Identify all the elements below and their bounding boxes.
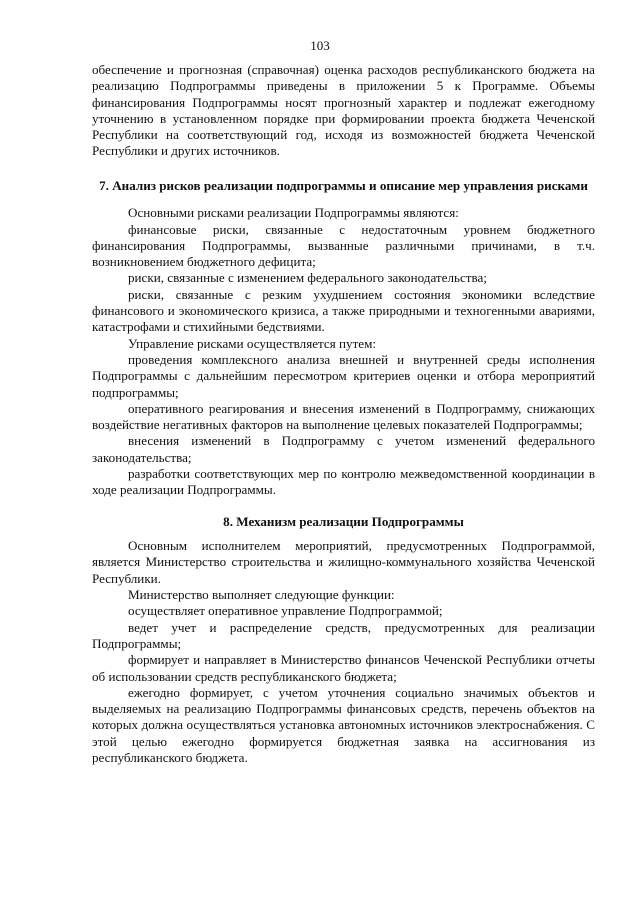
- page-number: 103: [310, 38, 330, 53]
- section-7-paragraph: оперативного реагирования и внесения изменений в Подпрограмму, снижающих воздействие негативных факторов на выполнение целевых показателей Подпрограммы;: [92, 400, 595, 433]
- section-7-paragraph: разработки соответствующих мер по контролю межведомственной координации в ходе реализации Подпрограммы.: [92, 466, 595, 498]
- section-8-paragraph: ведет учет и распределение средств, предусмотренных для реализации Подпрограммы;: [92, 619, 595, 651]
- page-content: [92, 62, 595, 766]
- section-8-paragraph: формирует и направляет в Министерство финансов Чеченской Республики отчеты об использовании средств республиканского бюджета;: [92, 652, 595, 684]
- section-7-paragraph: проведения комплексного анализа внешней и внутренней среды исполнения Подпрограммы с дальнейшим пересмотром критериев оценки и отбора мероприятий подпрограммы;: [92, 351, 595, 400]
- section-7-paragraph: риски, связанные с резким ухудшением состояния экономики вследствие финансового и экономического кризиса, а также природными и техногенными авариями, катастрофами и стихийными бедствиями.: [92, 286, 595, 335]
- section-8-paragraph: осуществляет оперативное управление Подпрограммой;: [128, 603, 443, 619]
- section-7-paragraph: финансовые риски, связанные с недостаточным уровнем бюджетного финансирования Подпрограммы, вызванные различными причинами, в т.ч. возникновением бюджетного дефицита;: [92, 221, 595, 270]
- section-7-paragraph: Основными рисками реализации Подпрограммы являются:: [128, 205, 459, 221]
- section-8-paragraph: Основным исполнителем мероприятий, предусмотренных Подпрограммой, является Министерство строительства и жилищно-коммунального хозяйства Чеченской Республики.: [92, 538, 595, 586]
- section-7-paragraph: внесения изменений в Подпрограмму с учетом изменений федерального законодательства;: [92, 433, 595, 465]
- intro-paragraph: обеспечение и прогнозная (справочная) оценка расходов республиканского бюджета на реализацию Подпрограммы приведены в приложении 5 к Программе. Объемы финансирования Подпрограммы носят прогнозный характер и подлежат ежегодному уточнению в установленном порядке при формировании проекта бюджета Чеченской Республики на соответствующий год, исходя из возможностей бюджета Чеченской Республики и других источников.: [92, 62, 595, 159]
- section-7-paragraph: Управление рисками осуществляется путем:: [128, 335, 377, 351]
- section-7-paragraph: риски, связанные с изменением федерального законодательства;: [128, 270, 487, 286]
- section-8-paragraph: ежегодно формирует, с учетом уточнения социально значимых объектов и выделяемых на реализацию Подпрограммы финансовых средств, перечень объектов на которых должна осуществляться установка автономных источников электроснабжения. С этой целью ежегодно формируется бюджетная заявка на ассигнования из республиканского бюджета.: [92, 684, 595, 765]
- section-8-heading: 8. Механизм реализации Подпрограммы: [223, 513, 464, 529]
- section-8-paragraph: Министерство выполняет следующие функции:: [128, 587, 395, 603]
- section-7-heading: 7. Анализ рисков реализации подпрограммы и описание мер управления рисками: [99, 177, 588, 193]
